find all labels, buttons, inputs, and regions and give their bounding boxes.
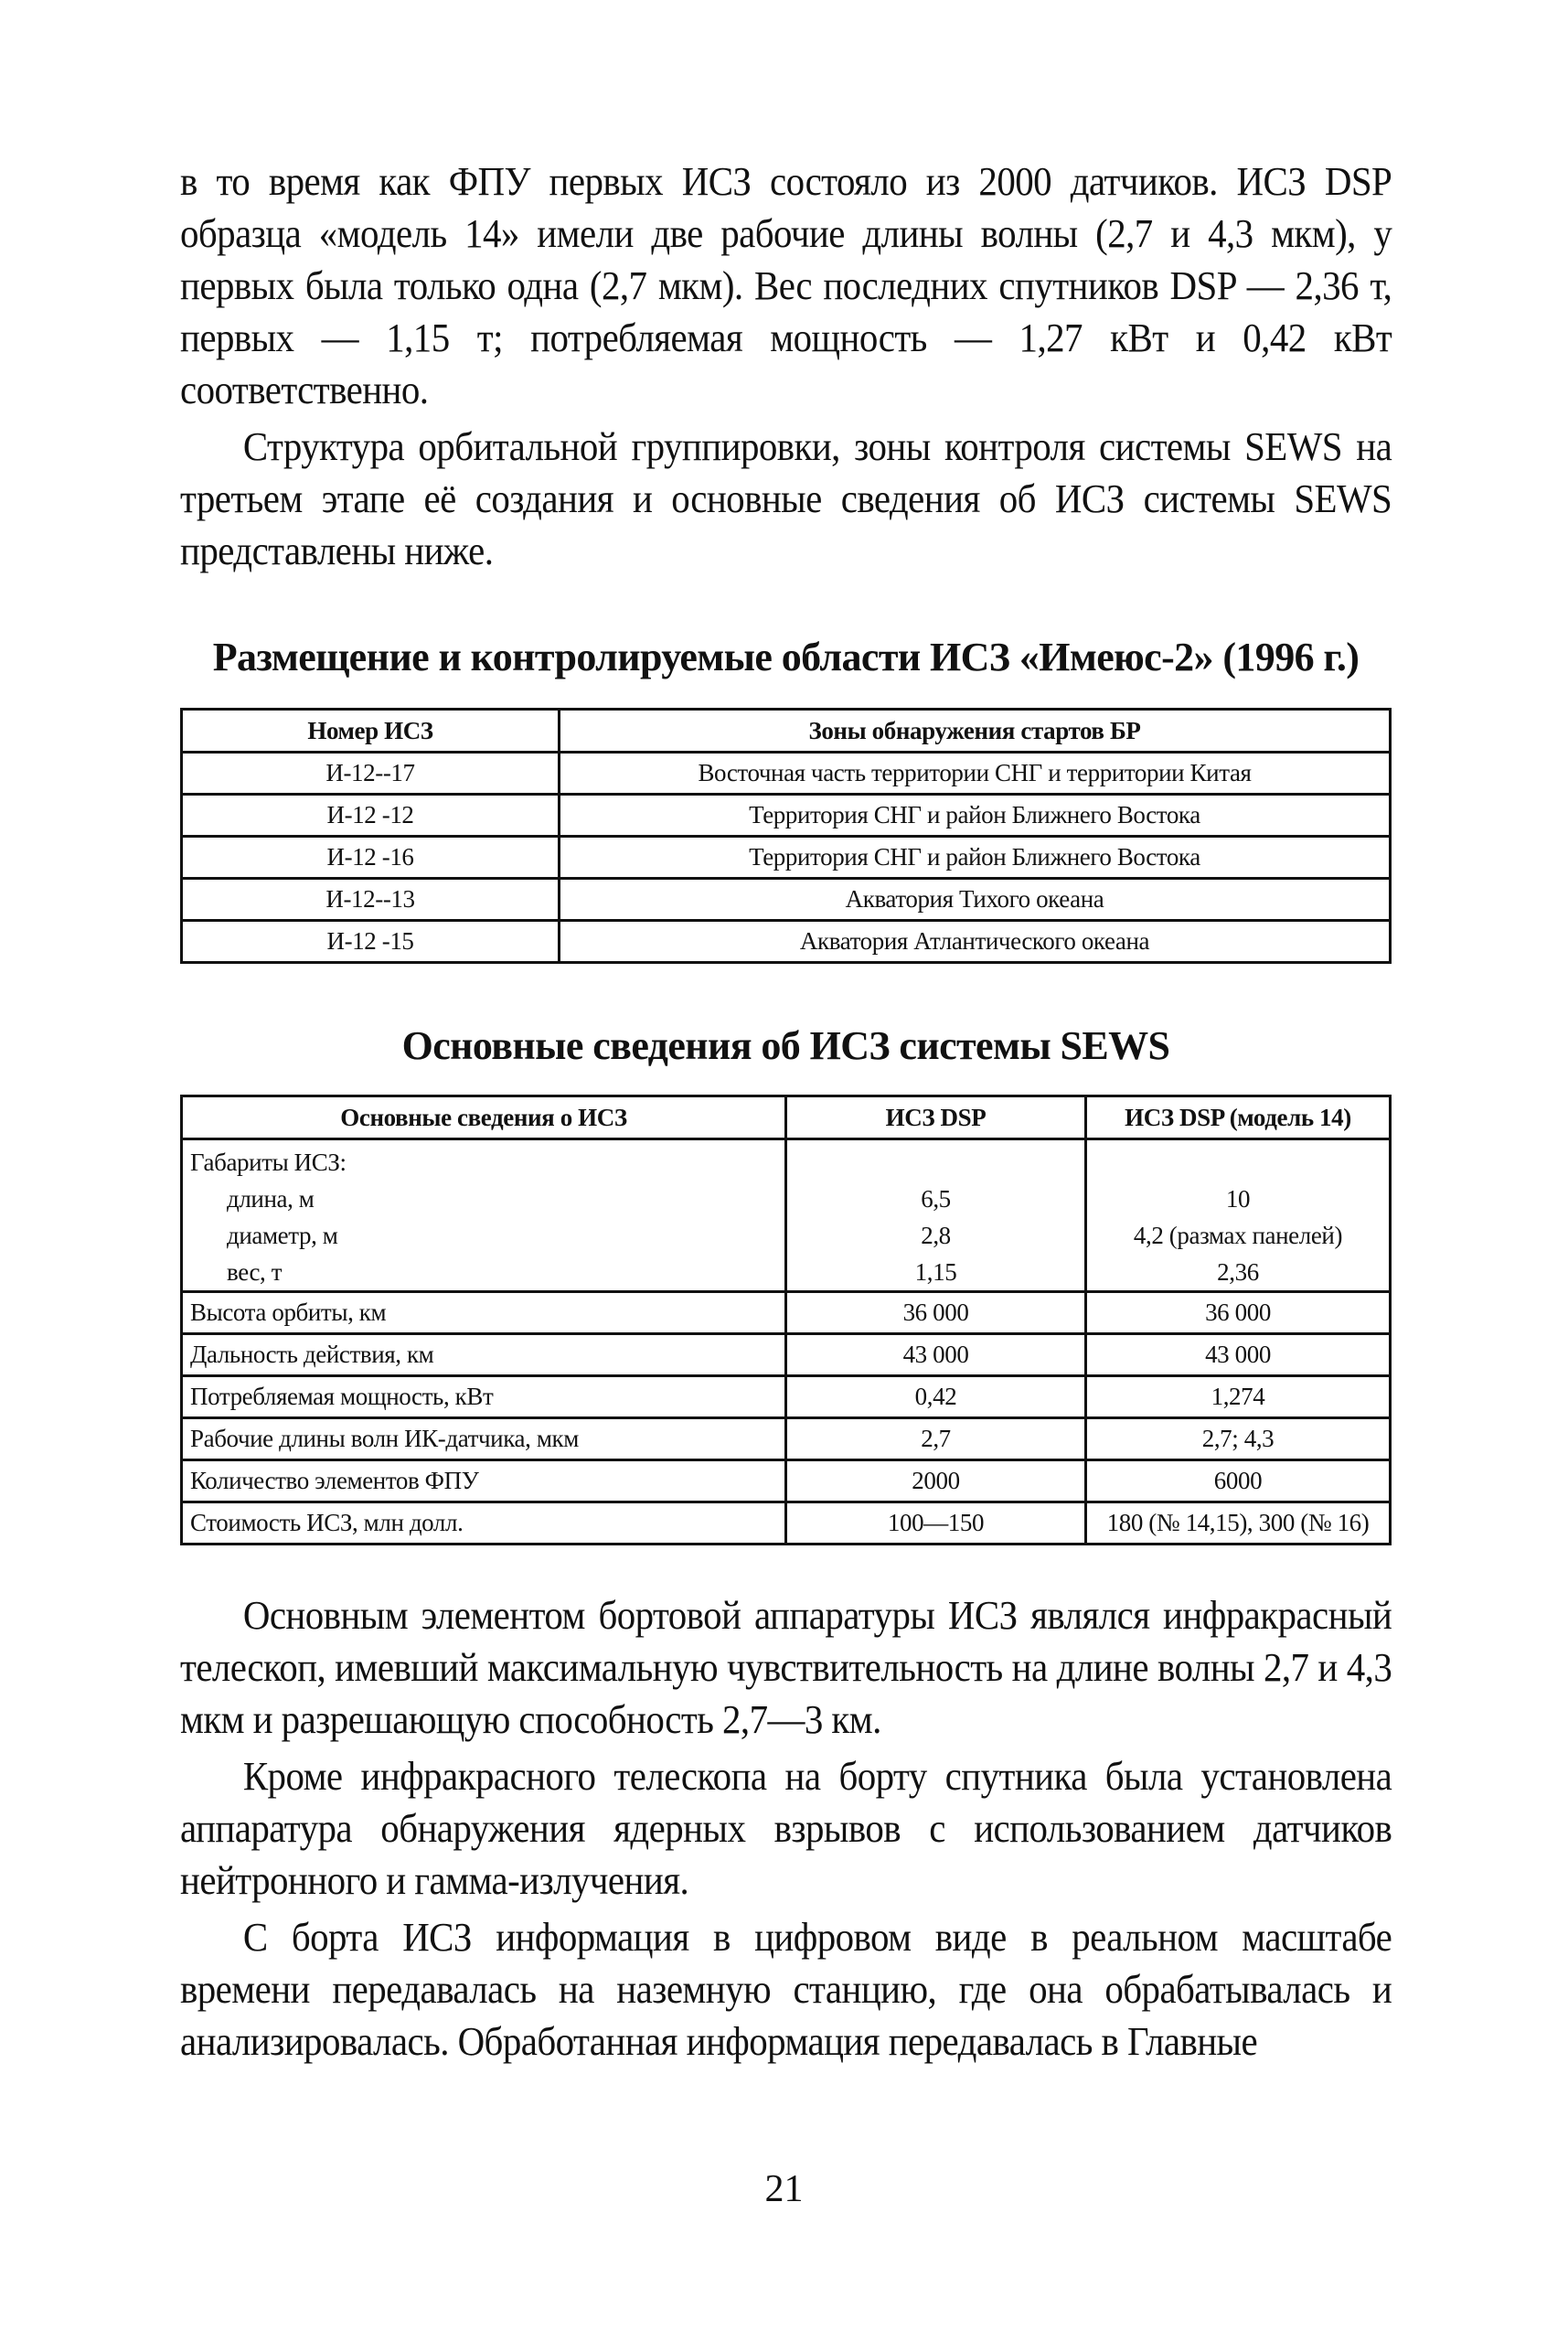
table-cell: И-12--17 (182, 753, 560, 795)
paragraph-nuclear-detection: Кроме инфракрасного телескопа на борту спутника была установлена аппаратура обнаружения ядерных взрывов с использованием датчиков нейтронного и гамма-излучения. (180, 1754, 1392, 1903)
table-row (182, 1292, 1391, 1334)
value: 2,8 (921, 1222, 951, 1249)
table-cell (1086, 1139, 1391, 1292)
table-cell: 6000 (1086, 1460, 1391, 1502)
table-cell: 36 000 (1086, 1292, 1391, 1334)
table-cell: И-12 -15 (182, 921, 560, 963)
table-cell: И-12 -12 (182, 795, 560, 837)
table-cell: 2000 (786, 1460, 1086, 1502)
table-header-row (182, 1096, 1391, 1139)
dimensions-label: Габариты ИСЗ: (190, 1149, 347, 1176)
table-cell: Стоимость ИСЗ, млн долл. (182, 1502, 786, 1545)
table-cell: Потребляемая мощность, кВт (182, 1376, 786, 1418)
page-number: 21 (764, 2168, 804, 2210)
value: 6,5 (921, 1185, 951, 1213)
table-row (182, 1418, 1391, 1460)
column-header: Зоны обнаружения стартов БР (560, 710, 1391, 753)
table-cell: Высота орбиты, км (182, 1292, 786, 1334)
table-cell: 100—150 (786, 1502, 1086, 1545)
table-header-row (182, 710, 1391, 753)
table-row (182, 879, 1391, 921)
paragraph-continuation: в то время как ФПУ первых ИСЗ состояло из 2000 датчиков. ИСЗ DSP образца «модель 14» имели две рабочие длины волны (2,7 и 4,3 мкм), у первых была только одна (2,7 мкм). Вес последних спутников DSP — 2,36 т, первых — 1,15 т; потребляемая мощность — 1,27 кВт и 0,42 кВт соответственно. (180, 159, 1392, 412)
table1-title: Размещение и контролируемые области ИСЗ «Имеюс-2» (1996 г.) (212, 635, 1360, 679)
value: 4,2 (размах панелей) (1133, 1222, 1343, 1249)
table-cell: Рабочие длины волн ИК-датчика, мкм (182, 1418, 786, 1460)
table-row (182, 1502, 1391, 1545)
satellite-zones-table (180, 708, 1392, 964)
value: 10 (1225, 1185, 1251, 1213)
table-row (182, 921, 1391, 963)
table-cell: Акватория Атлантического океана (560, 921, 1391, 963)
table-cell: 2,7 (786, 1418, 1086, 1460)
table-row (182, 837, 1391, 879)
table-cell: 36 000 (786, 1292, 1086, 1334)
column-header: ИСЗ DSP (модель 14) (1086, 1096, 1391, 1139)
paragraph-ir-telescope: Основным элементом бортовой аппаратуры ИСЗ являлся инфракрасный телескоп, имевший максимальную чувствительность на длине волны 2,7 и 4,3 мкм и разрешающую способность 2,7—3 км. (180, 1593, 1392, 1742)
table-row (182, 1376, 1391, 1418)
table-row (182, 753, 1391, 795)
table-row (182, 1460, 1391, 1502)
table-cell: 180 (№ 14,15), 300 (№ 16) (1086, 1502, 1391, 1545)
table-row (182, 1334, 1391, 1376)
table2-title: Основные сведения об ИСЗ системы SEWS (401, 1023, 1170, 1068)
table-cell: Восточная часть территории СНГ и территории Китая (560, 753, 1391, 795)
paragraph-data-transmission: С борта ИСЗ информация в цифровом виде в реальном масштабе времени передавалась на наземную станцию, где она обрабатывалась и анализировалась. Обработанная информация передавалась в Главные (180, 1915, 1392, 2064)
column-header: Основные сведения о ИСЗ (182, 1096, 786, 1139)
table-cell: Количество элементов ФПУ (182, 1460, 786, 1502)
page-content (180, 155, 1392, 2068)
table-cell: Дальность действия, км (182, 1334, 786, 1376)
paragraph-structure-intro: Структура орбитальной группировки, зоны контроля системы SEWS на третьем этапе её создания и основные сведения об ИСЗ системы SEWS представлены ниже. (180, 424, 1392, 573)
table-cell: 43 000 (786, 1334, 1086, 1376)
column-header: Номер ИСЗ (182, 710, 560, 753)
sews-satellite-specs-table (180, 1095, 1392, 1545)
table-cell: И-12--13 (182, 879, 560, 921)
table-cell: 1,274 (1086, 1376, 1391, 1418)
value: 2,36 (1217, 1258, 1259, 1286)
table-cell: Территория СНГ и район Ближнего Востока (560, 795, 1391, 837)
table-row-dimensions (182, 1139, 1391, 1292)
table-cell: Территория СНГ и район Ближнего Востока (560, 837, 1391, 879)
table-cell: 2,7; 4,3 (1086, 1418, 1391, 1460)
row-label: вес, т (227, 1258, 283, 1286)
table-cell: 0,42 (786, 1376, 1086, 1418)
column-header: ИСЗ DSP (786, 1096, 1086, 1139)
row-label: длина, м (227, 1185, 315, 1213)
table-row (182, 795, 1391, 837)
table-cell: Акватория Тихого океана (560, 879, 1391, 921)
value: 1,15 (914, 1258, 957, 1286)
table-cell: 43 000 (1086, 1334, 1391, 1376)
table-cell (182, 1139, 786, 1292)
table-cell (786, 1139, 1086, 1292)
row-label: диаметр, м (227, 1222, 338, 1249)
table-cell: И-12 -16 (182, 837, 560, 879)
